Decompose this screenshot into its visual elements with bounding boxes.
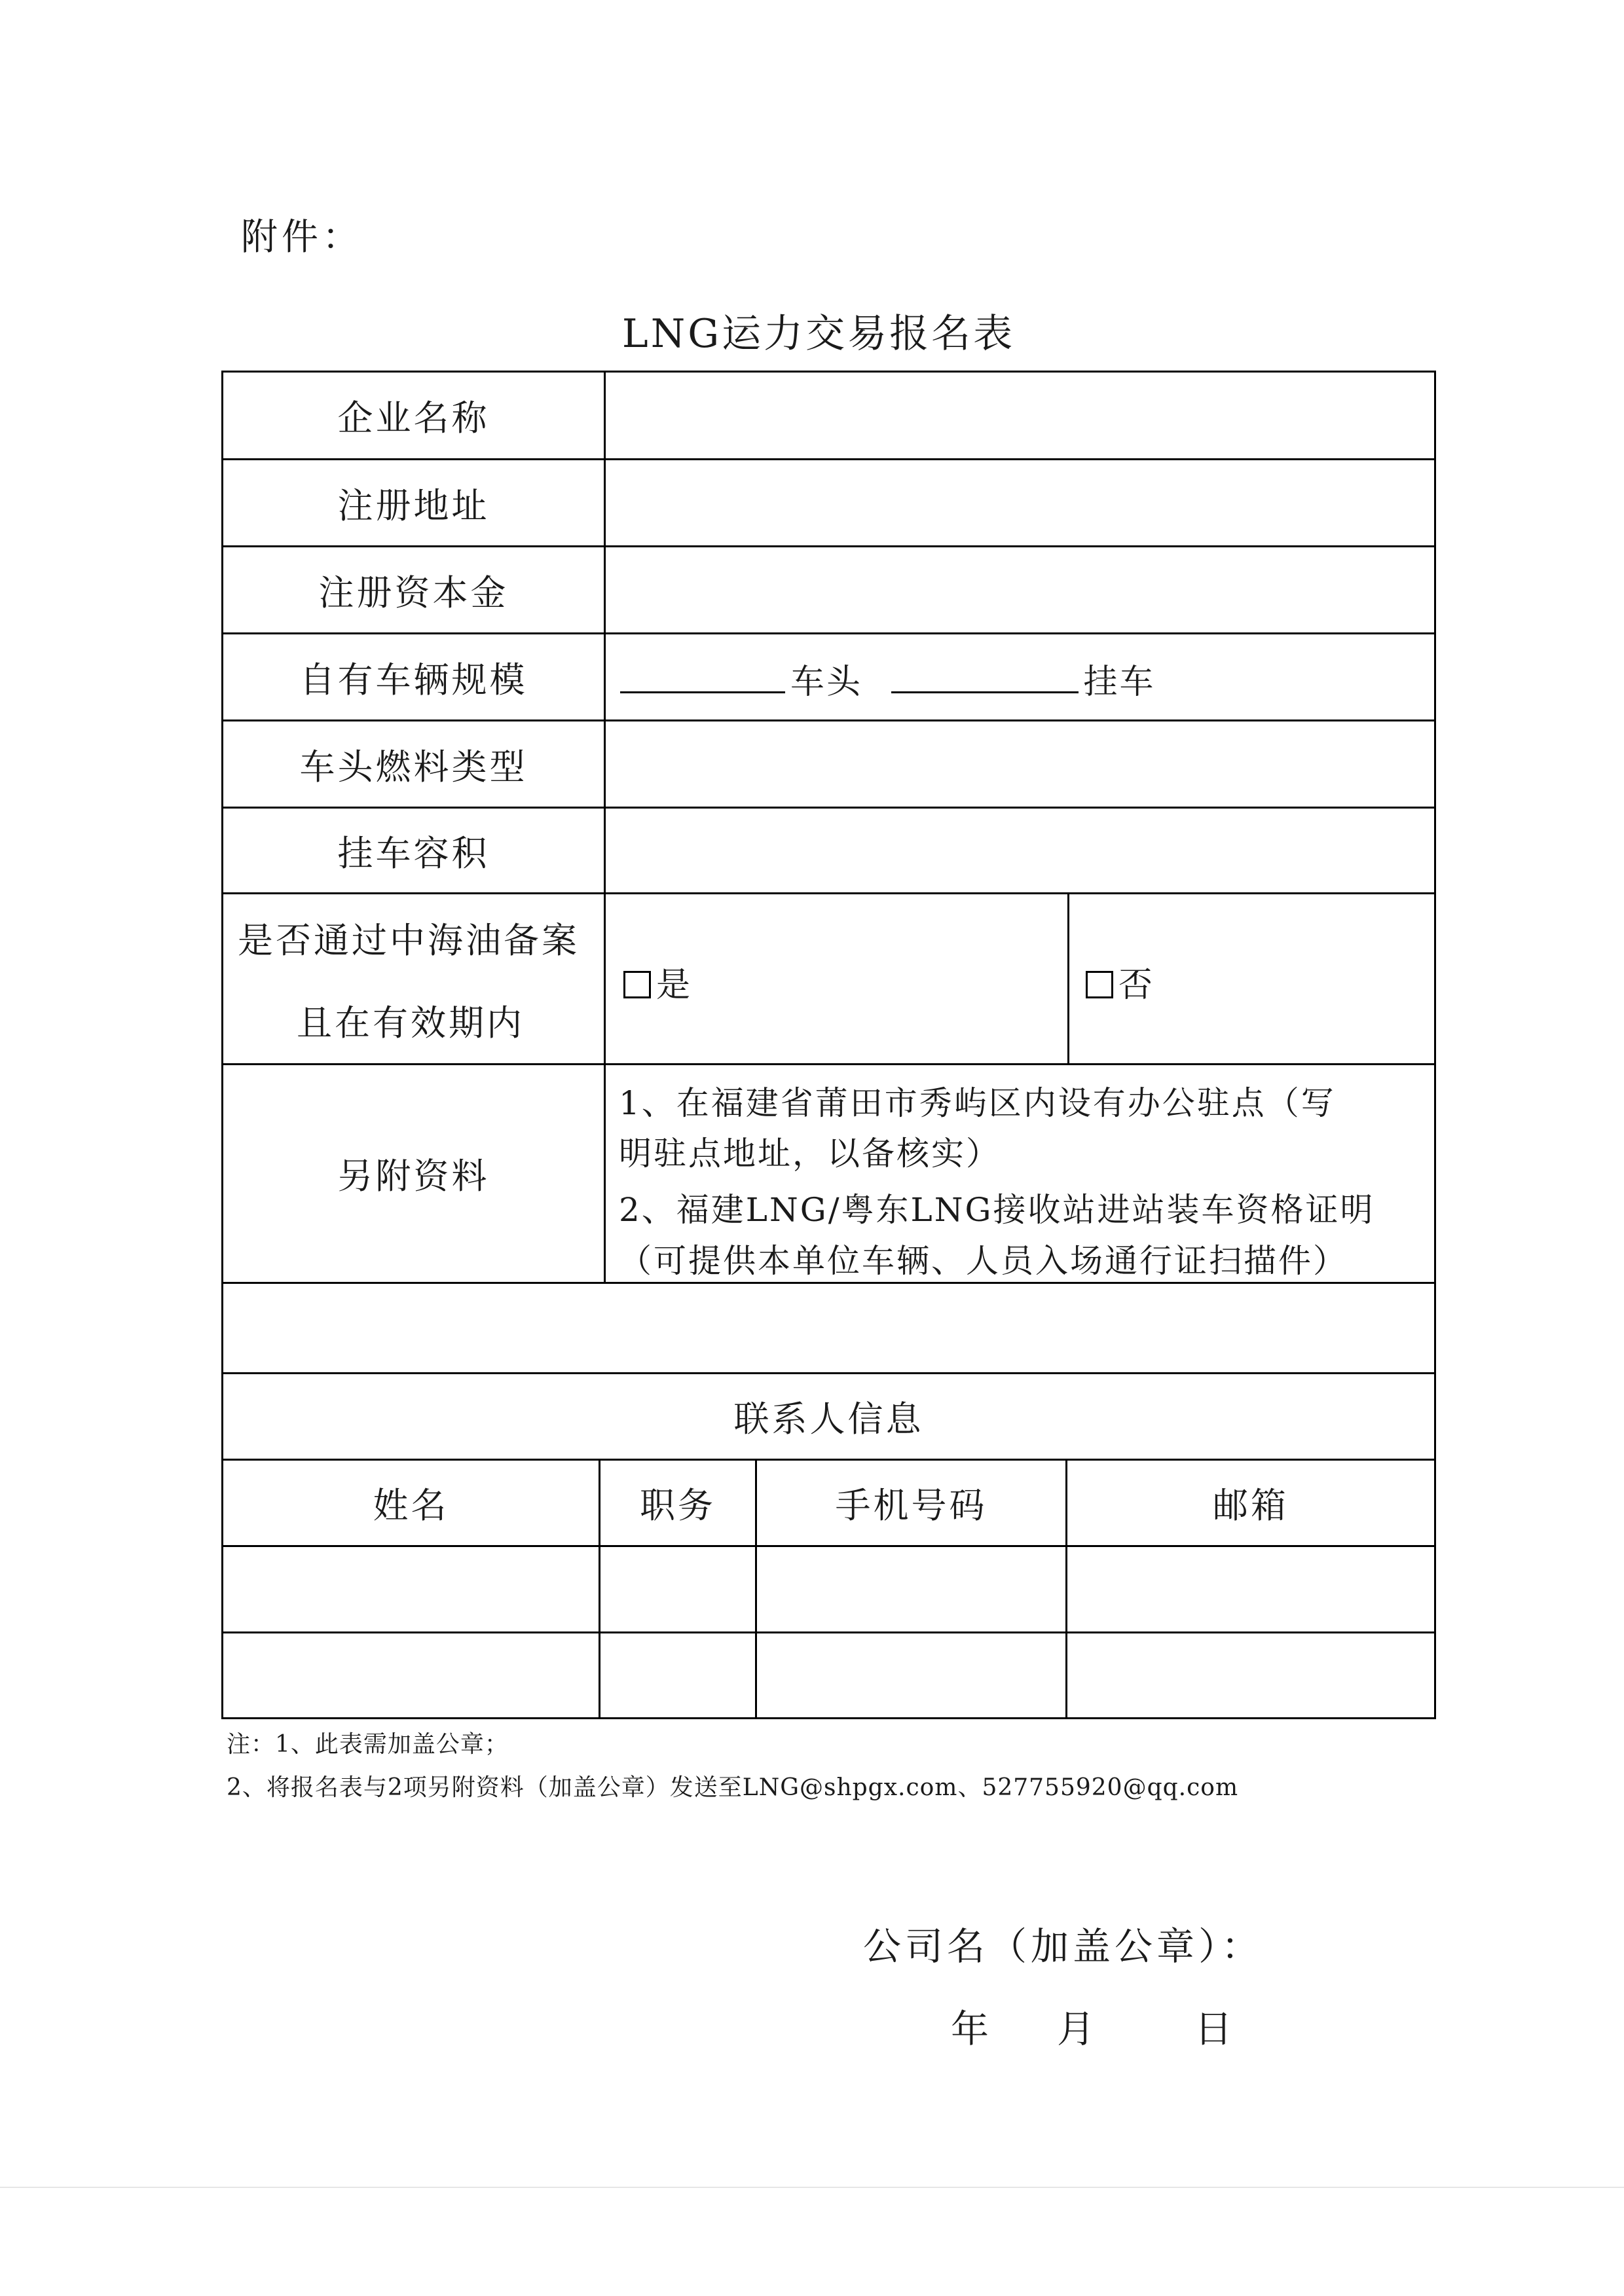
input-fuel-type[interactable] [606, 721, 1434, 807]
checkbox-no-box[interactable] [1086, 971, 1113, 998]
checkbox-no-label: 否 [1118, 966, 1155, 1005]
label-cnooc-record [223, 894, 604, 1063]
signature-day: 日 [1194, 2007, 1237, 2051]
contact-col-phone: 手机号码 [835, 1485, 987, 1526]
trailer-label: 挂车 [1083, 663, 1156, 702]
input-trailer-capacity[interactable] [606, 809, 1434, 892]
page-fold-line [0, 2187, 1624, 2188]
contact-col-position: 职务 [640, 1485, 716, 1526]
contact-input-position[interactable] [600, 1547, 755, 1631]
label-company-name: 企业名称 [337, 397, 490, 439]
label-cnooc-line2: 且在有效期内 [297, 1002, 525, 1044]
tractor-count-input[interactable] [620, 659, 785, 693]
input-registered-capital[interactable] [606, 547, 1434, 632]
row-line [221, 1717, 1436, 1719]
input-company-name[interactable] [606, 373, 1434, 458]
label-attachments: 另附资料 [337, 1156, 490, 1197]
note-line-1: 注：1、此表需加盖公章； [227, 1731, 509, 1758]
label-cnooc-line1: 是否通过中海油备案 [238, 920, 580, 961]
label-registered-address: 注册地址 [337, 484, 490, 526]
contact-col-name: 姓名 [373, 1485, 449, 1526]
checkbox-yes[interactable] [623, 957, 692, 1006]
fleet-scale-line [620, 654, 1156, 703]
attachments-item-1b: 明驻点地址，以备核实） [619, 1135, 1001, 1173]
attachments-item-2a: 2、福建LNG/粤东LNG接收站进站装车资格证明 [619, 1191, 1375, 1229]
contact-input-email[interactable] [1067, 1547, 1434, 1631]
contact-input-name[interactable] [223, 1633, 599, 1717]
attachments-item-2b: （可提供本单位车辆、人员入场通行证扫描件） [619, 1242, 1348, 1280]
contact-section-title: 联系人信息 [733, 1398, 924, 1440]
signature-month: 月 [1057, 2007, 1099, 2051]
attachments-item-1a: 1、在福建省莆田市秀屿区内设有办公驻点（写 [619, 1084, 1336, 1122]
contact-col-email: 邮箱 [1213, 1485, 1289, 1526]
label-fleet-scale: 自有车辆规模 [299, 659, 528, 701]
blank-row[interactable] [223, 1284, 1434, 1372]
trailer-count-input[interactable] [891, 659, 1079, 693]
label-registered-capital: 注册资本金 [318, 572, 509, 613]
attachment-label: 附件： [241, 216, 363, 259]
col-line [1067, 892, 1069, 1063]
tractor-label: 车头 [790, 663, 863, 702]
label-trailer-capacity: 挂车容积 [337, 832, 490, 874]
table-border-right [1434, 371, 1436, 1719]
contact-input-email[interactable] [1067, 1633, 1434, 1717]
checkbox-no[interactable] [1086, 957, 1154, 1006]
fleet-scale-field [606, 634, 1434, 720]
note-line-2: 2、将报名表与2项另附资料（加盖公章）发送至LNG@shpgx.com、527755920@qq.com [227, 1774, 1239, 1801]
label-fuel-type: 车头燃料类型 [299, 746, 528, 788]
contact-input-position[interactable] [600, 1633, 755, 1717]
checkbox-yes-label: 是 [656, 966, 693, 1005]
contact-input-phone[interactable] [757, 1547, 1065, 1631]
signature-company: 公司名（加盖公章）： [863, 1924, 1264, 1969]
contact-input-phone[interactable] [757, 1633, 1065, 1717]
contact-input-name[interactable] [223, 1547, 599, 1631]
input-registered-address[interactable] [606, 460, 1434, 545]
checkbox-yes-box[interactable] [623, 971, 651, 998]
form-title: LNG运力交易报名表 [621, 311, 1016, 357]
signature-year: 年 [951, 2007, 993, 2051]
